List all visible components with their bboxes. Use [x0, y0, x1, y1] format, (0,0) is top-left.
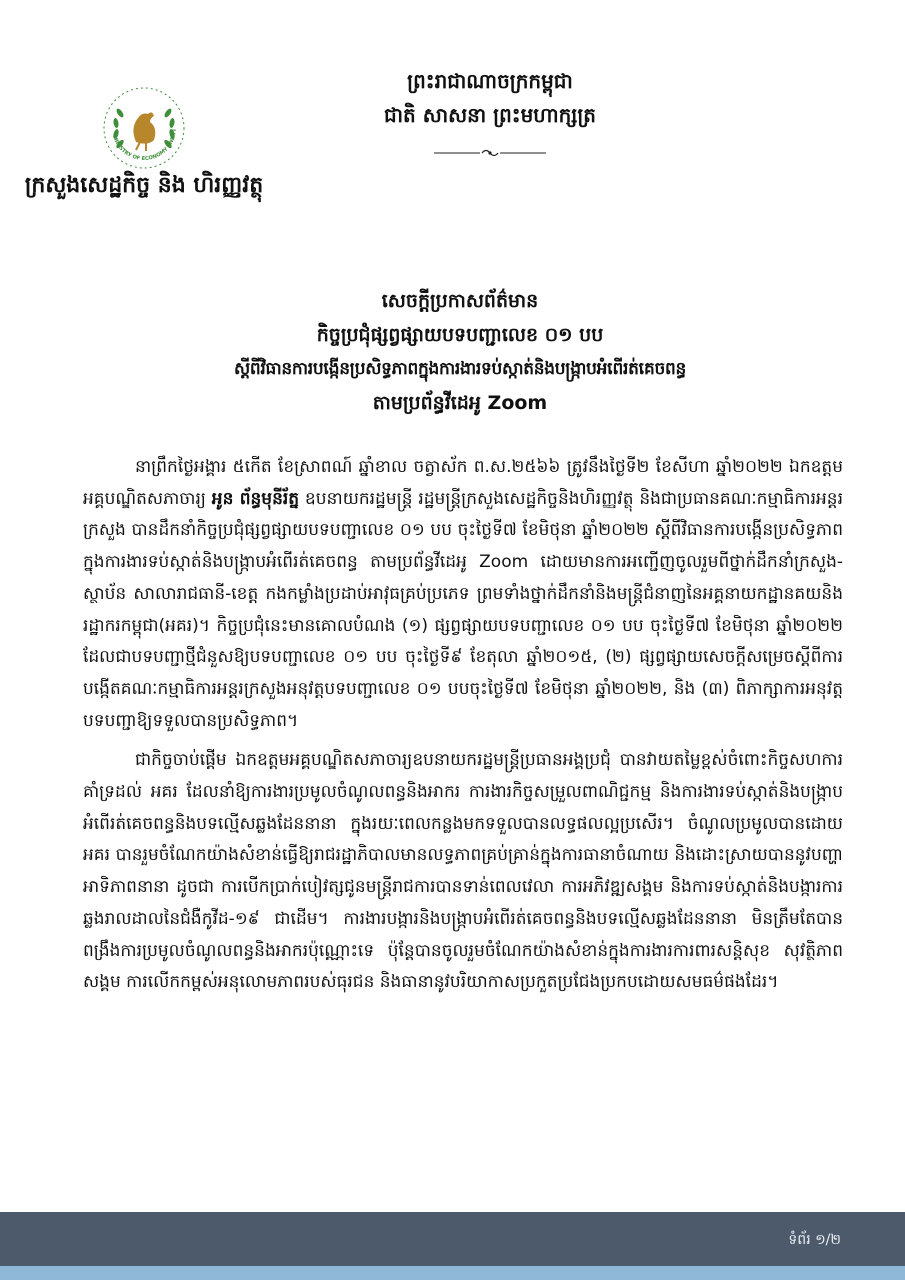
official-name: អូន ព័ន្ធមុនីរ័ត្ន — [211, 488, 300, 509]
announcement-body — [83, 452, 843, 1007]
paragraph-1 — [83, 452, 843, 737]
footer-stripe — [0, 1266, 905, 1280]
ministry-emblem-icon — [100, 84, 188, 172]
footer-band — [0, 1212, 905, 1270]
title-line-1: សេចក្តីប្រកាសព័ត៌មាន — [381, 290, 539, 312]
logo-text: MINISTRY OF ECONOMY AND FI — [111, 128, 178, 163]
ornament-divider-icon — [430, 146, 550, 160]
kingdom-motto — [330, 64, 650, 132]
national-motto: ជាតិ សាសនា ព្រះមហាក្សត្រ — [384, 103, 596, 127]
page-number: ទំព័រ ១/២ — [788, 1232, 841, 1248]
title-line-3: ស្តីពីវិធានការបង្កើនប្រសិទ្ធភាពក្នុងការងារទប់ស្កាត់និងបង្ក្រាបអំពើរត់គេចពន្ធ — [234, 359, 686, 379]
ministry-logo — [100, 84, 188, 172]
title-line-2: កិច្ចប្រជុំផ្សព្វផ្សាយបទបញ្ជាលេខ ០១ បប — [316, 324, 604, 346]
announcement-title — [140, 284, 780, 420]
ministry-name: ក្រសួងសេដ្ឋកិច្ច និង ហិរញ្ញវត្ថុ — [24, 173, 264, 198]
paragraph-1-intro: នាព្រឹកថ្ងៃអង្គារ ៥កើត ខែស្រាពណ៍ ឆ្នាំខាល ចត្វាស័ក ព.ស.២៥៦៦ ត្រូវនឹងថ្ងៃទី២ ខែសីហា ឆ្នាំ២០២២ ឯកឧត្តមអគ្គបណ្ឌិតសភាចារ្យ — [83, 457, 843, 509]
kingdom-name: ព្រះរាជាណាចក្រកម្ពុជា — [407, 69, 573, 93]
title-line-4: តាមប្រព័ន្ធវីដេអូ Zoom — [372, 392, 548, 414]
paragraph-2: ជាកិច្ចចាប់ផ្តើម ឯកឧត្តមអគ្គបណ្ឌិតសភាចារ្យឧបនាយករដ្ឋមន្ត្រីប្រធានអង្គប្រជុំ បានវាយតម្លៃខ្ពស់ចំពោះកិច្ចសហការគាំទ្រដល់ អគរ ដែលនាំឱ្យការងារប្រមូលចំណូលពន្ធនិងអាករ ការងារកិច្ចសម្រួលពាណិជ្ជកម្ម និងការងារទប់ស្កាត់និងបង្ក្រាបអំពើរត់គេចពន្ធនិងបទល្មើសឆ្លងដែននានា ក្នុងរយៈពេលកន្លងមកទទួលបានលទ្ធផលល្អប្រសើរ។ ចំណូលប្រមូលបានដោយ អគរ បានរួមចំណែកយ៉ាងសំខាន់ធ្វើឱ្យរាជរដ្ឋាភិបាលមានលទ្ធភាពគ្រប់គ្រាន់ក្នុងការធានាចំណាយ និងដោះស្រាយបាននូវបញ្ហាអាទិភាពនានា ដូចជា ការបើកប្រាក់បៀវត្សជូនមន្ត្រីរាជការបានទាន់ពេលវេលា ការអភិវឌ្ឍសង្គម និងការទប់ស្កាត់និងបង្ការការឆ្លងរាលដាលនៃជំងឺកូវីដ-១៩ ជាដើម។ ការងារបង្ការនិងបង្ក្រាបអំពើរត់គេចពន្ធនិងបទល្មើសឆ្លងដែននានា មិនត្រឹមតែបានពង្រឹងការប្រមូលចំណូលពន្ធនិងអាករប៉ុណ្ណោះទេ ប៉ុន្តែបានចូលរួមចំណែកយ៉ាងសំខាន់ក្នុងការងារការពារសន្តិសុខ សុវត្ថិភាពសង្គម ការលើកកម្ពស់អនុលោមភាពរបស់ធុរជន និងធានានូវបរិយាកាសប្រកួតប្រជែងប្រកបដោយសមធម៌ផងដែរ។ — [83, 750, 843, 993]
paragraph-1-rest: ឧបនាយករដ្ឋមន្ត្រី រដ្ឋមន្ត្រីក្រសួងសេដ្ឋកិច្ចនិងហិរញ្ញវត្ថុ និងជាប្រធានគណៈកម្មាធិការអន្តរក្រសួង បានដឹកនាំកិច្ចប្រជុំផ្សព្វផ្សាយបទបញ្ជាលេខ ០១ បប ចុះថ្ងៃទី៧ ខែមិថុនា ឆ្នាំ២០២២ ស្តីពីវិធានការបង្កើនប្រសិទ្ធភាពក្នុងការងារទប់ស្កាត់និងបង្ក្រាបអំពើរត់គេចពន្ធ តាមប្រព័ន្ធវីដេអូ Zoom ដោយមានការអញ្ជើញចូលរួមពីថ្នាក់ដឹកនាំក្រសួង-ស្ថាប័ន សាលារាជធានី-ខេត្ត កងកម្លាំងប្រដាប់អាវុធគ្រប់ប្រភេទ ព្រមទាំងថ្នាក់ដឹកនាំនិងមន្ត្រីជំនាញនៃអគ្គនាយកដ្ឋានគយនិងរដ្ឋាករកម្ពុជា(អគរ)។ កិច្ចប្រជុំនេះមានគោលបំណង (១) ផ្សព្វផ្សាយបទបញ្ជាលេខ ០១ បប ចុះថ្ងៃទី៧ ខែមិថុនា ឆ្នាំ២០២២ ដែលជាបទបញ្ជាថ្មីជំនួសឱ្យបទបញ្ជាលេខ ០១ បប ចុះថ្ងៃទី៩ ខែតុលា ឆ្នាំ២០១៥, (២) ផ្សព្វផ្សាយសេចក្តីសម្រេចស្តីពីការបង្កើតគណៈកម្មាធិការអន្តរក្រសួងអនុវត្តបទបញ្ជាលេខ ០១ បបចុះថ្ងៃទី៧ ខែមិថុនា ឆ្នាំ២០២២, និង (៣) ពិភាក្សាការអនុវត្តបទបញ្ជាឱ្យទទួលបានប្រសិទ្ធភាព។ — [83, 488, 843, 731]
